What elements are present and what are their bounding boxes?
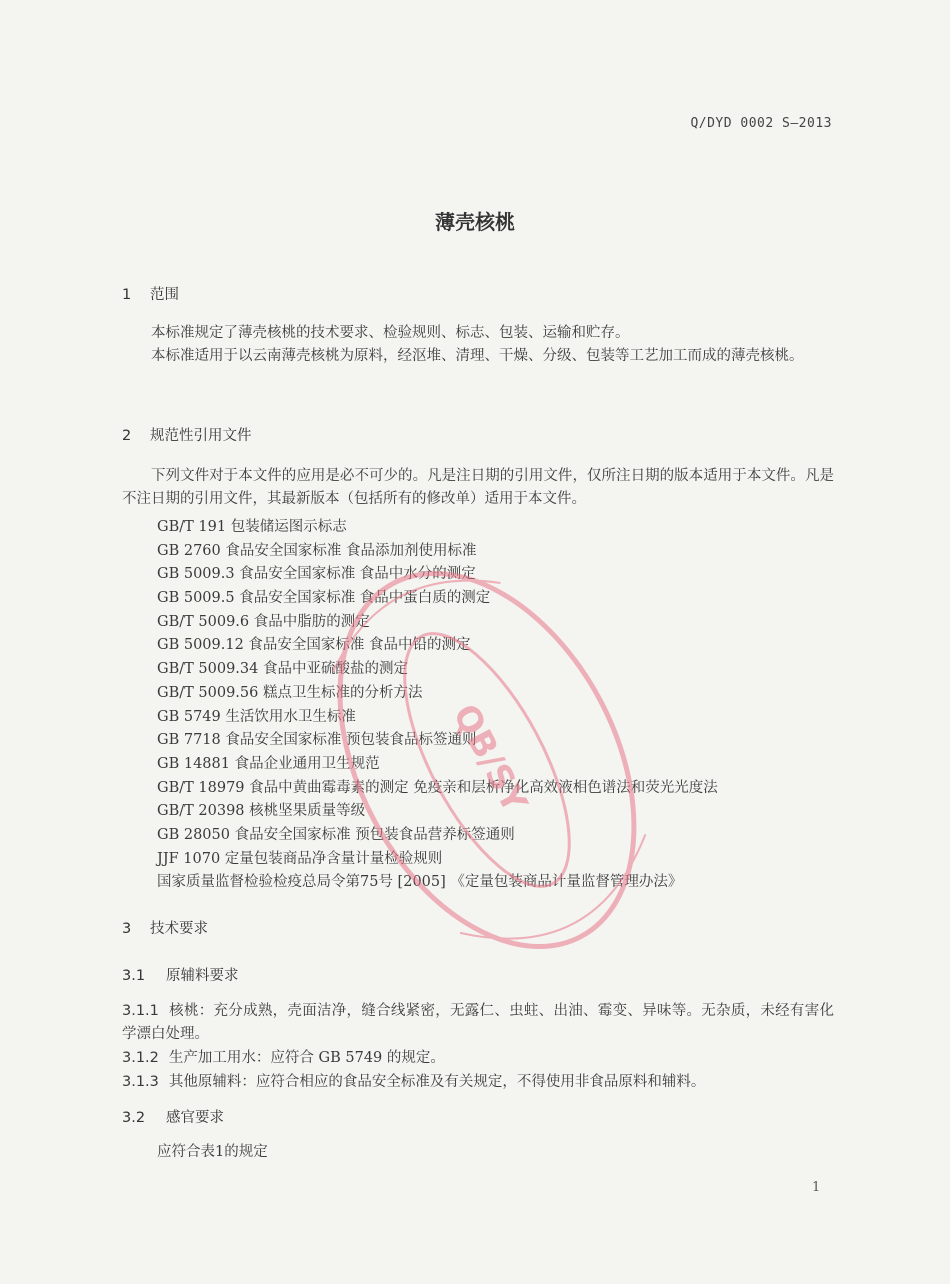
clause-number: 3.1.2 xyxy=(122,1050,159,1066)
normative-intro: 下列文件对于本文件的应用是必不可少的。凡是注日期的引用文件，仅所注日期的版本适用于本文件。凡是不注日期的引用文件，其最新版本（包括所有的修改单）适用于本文件。 xyxy=(122,468,834,507)
clause-text: 核桃：充分成熟，壳面洁净，缝合线紧密，无露仁、虫蛀、出油、霉变、异味等。无杂质，未经有害化学漂白处理。 xyxy=(122,1003,834,1042)
reference-item: GB/T 5009.56 糕点卫生标准的分析方法 xyxy=(157,684,423,701)
section-title: 感官要求 xyxy=(166,1110,224,1126)
section-3-1-heading xyxy=(122,964,239,985)
clause-text: 生产加工用水：应符合 GB 5749 的规定。 xyxy=(168,1050,445,1066)
section-title: 规范性引用文件 xyxy=(150,428,252,444)
reference-item: GB/T 18979 食品中黄曲霉毒素的测定 免疫亲和层析净化高效液相色谱法和荧光光度法 xyxy=(157,779,718,796)
reference-list xyxy=(157,516,837,895)
svg-text:QB/SY: QB/SY xyxy=(444,697,535,820)
section-3-heading xyxy=(122,917,208,938)
reference-item: GB 5009.3 食品安全国家标准 食品中水分的测定 xyxy=(157,566,476,583)
sensory-note: 应符合表1的规定 xyxy=(157,1144,268,1160)
reference-item: GB/T 5009.6 食品中脂肪的测定 xyxy=(157,613,370,630)
reference-item: GB 14881 食品企业通用卫生规范 xyxy=(157,755,380,772)
reference-item: GB 5749 生活饮用水卫生标准 xyxy=(157,708,356,725)
reference-item: GB 5009.5 食品安全国家标准 食品中蛋白质的测定 xyxy=(157,590,491,607)
section-number: 3.1 xyxy=(122,968,146,984)
section-title: 技术要求 xyxy=(150,921,208,937)
section-title: 范围 xyxy=(150,287,179,303)
section-1-heading xyxy=(122,283,179,304)
reference-item: GB/T 20398 核桃坚果质量等级 xyxy=(157,803,366,820)
clause-3-1-2 xyxy=(122,1047,834,1070)
document-number: Q/DYD 0002 S—2013 xyxy=(690,116,832,131)
section-number: 1 xyxy=(122,287,132,303)
reference-item: GB 2760 食品安全国家标准 食品添加剂使用标准 xyxy=(157,542,477,559)
reference-item: GB/T 191 包装储运图示标志 xyxy=(157,519,347,535)
section-number: 3.2 xyxy=(122,1110,146,1126)
section-number: 2 xyxy=(122,428,132,444)
page-number: 1 xyxy=(812,1180,821,1195)
clause-text: 其他原辅料：应符合相应的食品安全标准及有关规定，不得使用非食品原料和辅料。 xyxy=(168,1074,706,1090)
reference-item: JJF 1070 定量包装商品净含量计量检验规则 xyxy=(157,850,443,867)
scope-paragraph-2: 本标准适用于以云南薄壳核桃为原料，经沤堆、清理、干燥、分级、包装等工艺加工而成的薄壳核桃。 xyxy=(151,348,804,364)
section-title: 原辅料要求 xyxy=(166,968,239,984)
clause-number: 3.1.3 xyxy=(122,1074,159,1090)
section-2-heading xyxy=(122,424,252,445)
scope-paragraph-1: 本标准规定了薄壳核桃的技术要求、检验规则、标志、包装、运输和贮存。 xyxy=(151,325,630,341)
section-number: 3 xyxy=(122,921,132,937)
clause-3-1-3 xyxy=(122,1071,834,1094)
clause-number: 3.1.1 xyxy=(122,1003,159,1019)
section-3-2-heading xyxy=(122,1106,224,1127)
reference-item: GB/T 5009.34 食品中亚硫酸盐的测定 xyxy=(157,661,408,678)
clause-3-1-1 xyxy=(122,1000,834,1046)
reference-item: GB 7718 食品安全国家标准 预包装食品标签通则 xyxy=(157,732,477,749)
document-title: 薄壳核桃 xyxy=(435,210,515,234)
reference-item: GB 28050 食品安全国家标准 预包装食品营养标签通则 xyxy=(157,826,515,843)
reference-item: GB 5009.12 食品安全国家标准 食品中铅的测定 xyxy=(157,637,471,654)
reference-item: 国家质量监督检验检疫总局令第75号 [2005] 《定量包装商品计量监督管理办法》 xyxy=(157,874,683,891)
